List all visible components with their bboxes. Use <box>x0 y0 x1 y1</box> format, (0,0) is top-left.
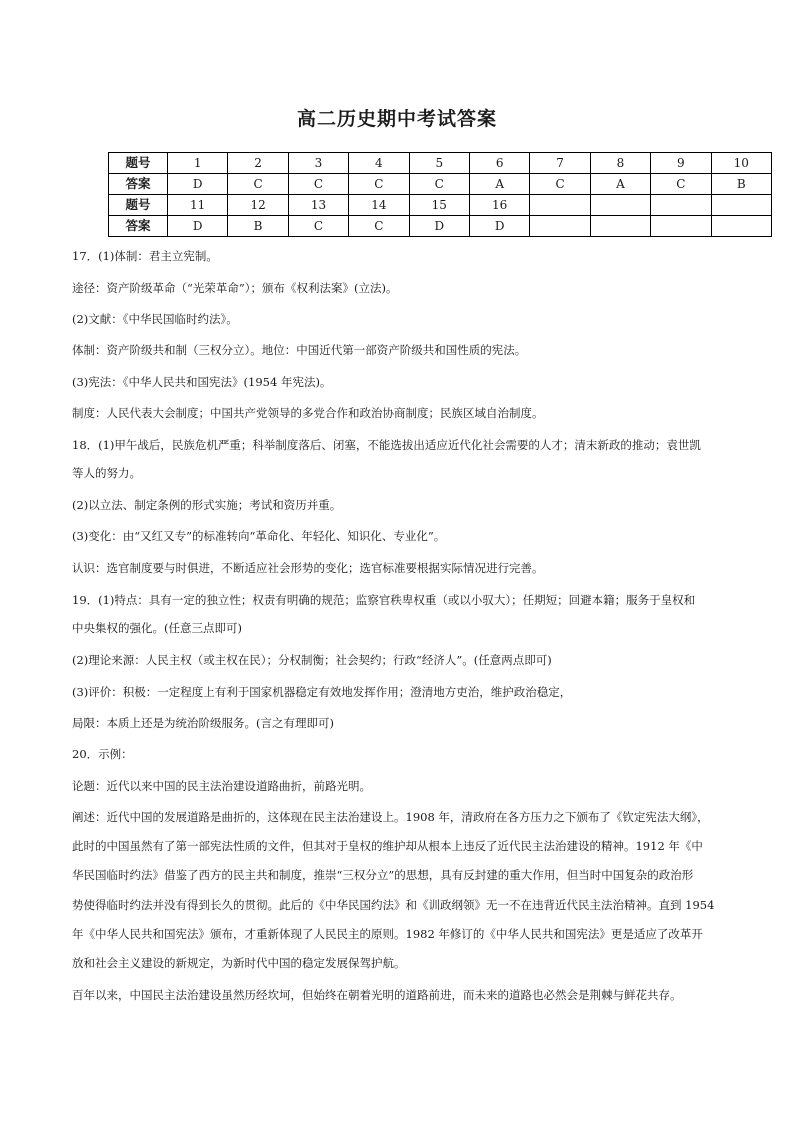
text-line: 制度：人民代表大会制度；中国共产党领导的多党合作和政治协商制度；民族区域自治制度。 <box>72 406 544 420</box>
table-cell: 5 <box>409 153 469 174</box>
text-line: 此时的中国虽然有了第一部宪法性质的文件，但其对于皇权的维护却从根本上违反了近代民主法治建设的精神。1912 年《中 <box>72 839 703 853</box>
table-cell: 3 <box>288 153 348 174</box>
table-cell <box>590 216 650 237</box>
table-cell: 13 <box>288 195 348 216</box>
text-line: (2)理论来源：人民主权（或主权在民）；分权制衡；社会契约；行政“经济人”。(任意两点即可) <box>72 653 552 667</box>
table-cell <box>651 216 711 237</box>
table-cell: B <box>228 216 288 237</box>
table-cell: B <box>711 174 771 195</box>
text-line: 阐述：近代中国的发展道路是曲折的，这体现在民主法治建设上。1908 年，清政府在各方压力之下颁布了《钦定宪法大纲》， <box>72 810 709 824</box>
text-line: 势使得临时约法并没有得到长久的贯彻。此后的《中华民国约法》和《训政纲领》无一不在违背近代民主法治精神。直到 1954 <box>72 898 715 912</box>
text-line: 年《中华人民共和国宪法》颁布，才重新体现了人民民主的原则。1982 年修订的《中华人民共和国宪法》更是适应了改革开 <box>72 927 703 941</box>
text-line: (2)文献：《中华民国临时约法》。 <box>72 312 238 326</box>
table-cell: 14 <box>349 195 409 216</box>
table-cell: 11 <box>168 195 228 216</box>
text-line: 中央集权的强化。(任意三点即可) <box>72 621 242 635</box>
text-line: 百年以来，中国民主法治建设虽然历经坎坷，但始终在朝着光明的道路前进，而未来的道路也必然会是荆棘与鲜花共存。 <box>72 988 682 1002</box>
table-cell: C <box>409 174 469 195</box>
table-cell: C <box>228 174 288 195</box>
table-cell <box>590 195 650 216</box>
text-line: (2)以立法、制定条例的形式实施；考试和资历并重。 <box>72 498 342 512</box>
table-cell: 10 <box>711 153 771 174</box>
table-cell: 2 <box>228 153 288 174</box>
table-cell: C <box>288 174 348 195</box>
table-cell: 6 <box>469 153 529 174</box>
text-line: 18．(1)甲午战后，民族危机严重；科举制度落后、闭塞，不能选拔出适应近代化社会需要的人才；清末新政的推动；袁世凯 <box>72 438 701 452</box>
text-line: 局限：本质上还是为统治阶级服务。(言之有理即可) <box>72 716 334 730</box>
table-cell <box>651 195 711 216</box>
table-cell: D <box>168 174 228 195</box>
table-cell: A <box>590 174 650 195</box>
table-cell: 1 <box>168 153 228 174</box>
text-line: 华民国临时约法》借鉴了西方的民主共和制度，推崇“三权分立”的思想，具有反封建的重大作用，但当时中国复杂的政治形 <box>72 868 694 882</box>
table-cell: 9 <box>651 153 711 174</box>
table-cell <box>711 216 771 237</box>
text-line: 17．(1)体制：君主立宪制。 <box>72 249 218 263</box>
table-cell: D <box>469 216 529 237</box>
table-cell: C <box>651 174 711 195</box>
table-row <box>109 174 772 195</box>
text-line: 体制：资产阶级共和制（三权分立）。地位：中国近代第一部资产阶级共和国性质的宪法。 <box>72 343 527 357</box>
table-cell: 15 <box>409 195 469 216</box>
table-cell: C <box>349 174 409 195</box>
table-row <box>109 153 772 174</box>
table-cell: A <box>469 174 529 195</box>
table-row <box>109 195 772 216</box>
table-cell: C <box>349 216 409 237</box>
row-header: 答案 <box>109 174 168 195</box>
table-cell: 16 <box>469 195 529 216</box>
page-title: 高二历史期中考试答案 <box>296 108 497 130</box>
table-cell: 7 <box>530 153 590 174</box>
table-cell: 12 <box>228 195 288 216</box>
table-row <box>109 216 772 237</box>
table-cell: 8 <box>590 153 650 174</box>
table-cell <box>530 195 590 216</box>
text-line: 等人的努力。 <box>72 466 141 480</box>
text-line: 途径：资产阶级革命（“光荣革命”）；颁布《权利法案》(立法)。 <box>72 281 398 295</box>
text-line: 放和社会主义建设的新规定，为新时代中国的稳定发展保驾护航。 <box>72 956 406 970</box>
text-line: (3)评价：积极：一定程度上有利于国家机器稳定有效地发挥作用；澄清地方吏治，维护政治稳定， <box>72 685 572 699</box>
answer-table <box>108 152 772 237</box>
row-header: 答案 <box>109 216 168 237</box>
text-line: 19．(1)特点：具有一定的独立性；权责有明确的规范；监察官秩卑权重（或以小驭大）；任期短；回避本籍；服务于皇权和 <box>72 593 696 607</box>
table-cell: 4 <box>349 153 409 174</box>
text-line: (3)变化：由“又红又专”的标准转向“革命化、年轻化、知识化、专业化”。 <box>72 529 446 543</box>
table-cell: C <box>288 216 348 237</box>
table-cell: C <box>530 174 590 195</box>
table-cell <box>530 216 590 237</box>
row-header: 题号 <box>109 153 168 174</box>
text-line: 20．示例： <box>72 747 133 761</box>
table-cell <box>711 195 771 216</box>
table-cell: D <box>168 216 228 237</box>
text-line: 认识：选官制度要与时俱进，不断适应社会形势的变化；选官标准要根据实际情况进行完善。 <box>72 561 544 575</box>
text-line: 论题：近代以来中国的民主法治建设道路曲折，前路光明。 <box>72 779 371 793</box>
text-line: (3)宪法：《中华人民共和国宪法》(1954 年宪法)。 <box>72 375 332 389</box>
row-header: 题号 <box>109 195 168 216</box>
table-cell: D <box>409 216 469 237</box>
